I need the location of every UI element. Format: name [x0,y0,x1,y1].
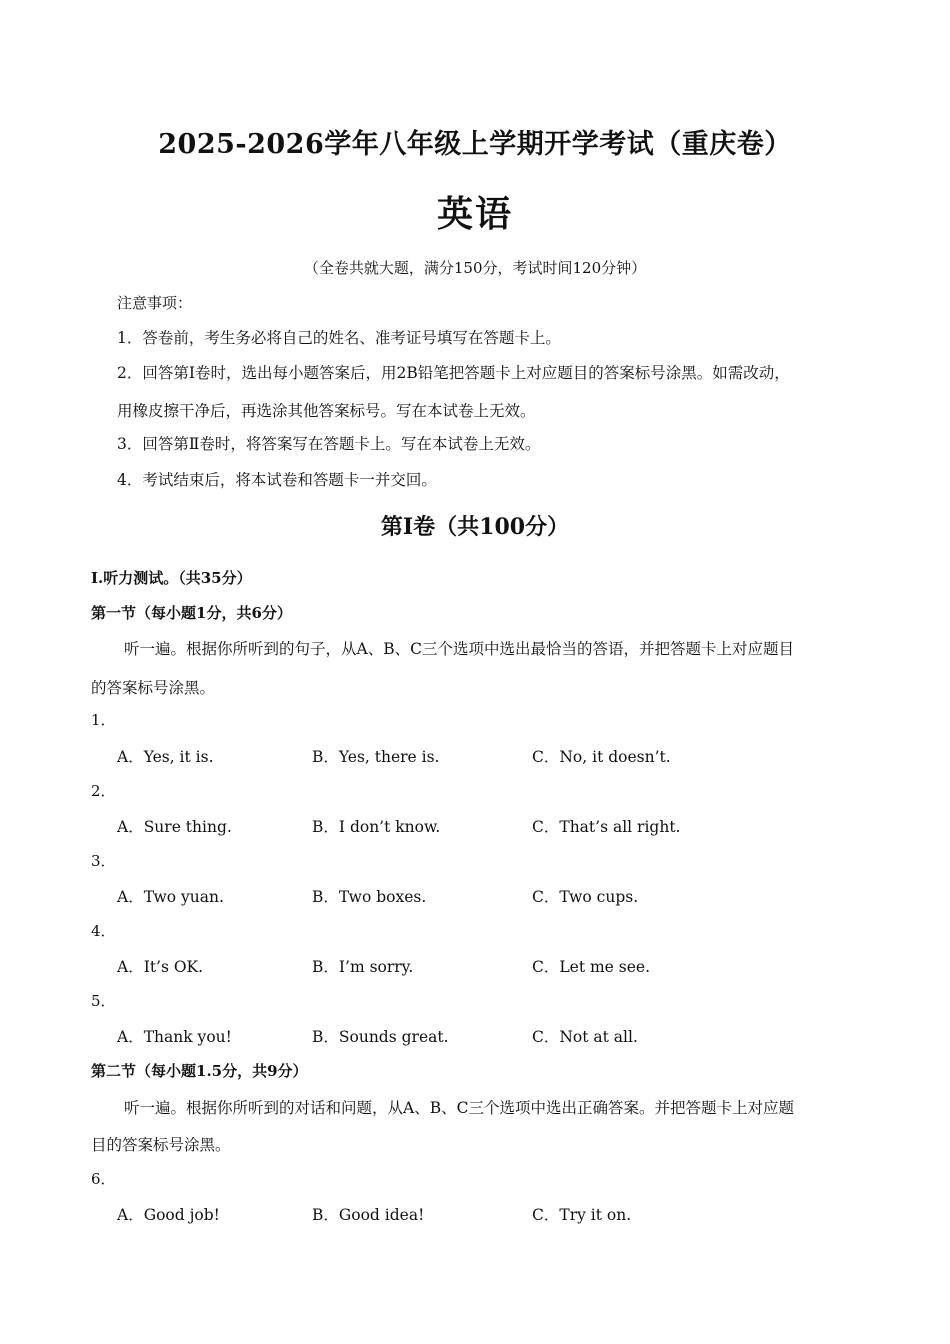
option-c: C．That’s all right. [532,818,681,836]
section-instruction: 听一遍。根据你所听到的对话和问题，从A、B、C三个选项中选出正确答案。并把答题卡上对应题 [124,1099,794,1117]
option-a: A．Thank you! [117,1028,232,1046]
option-b: B．Yes, there is. [312,748,440,766]
section-heading: 第一节（每小题1分，共6分） [91,604,292,622]
part-heading: I.听力测试。（共35分） [91,569,252,587]
note-item: 2．回答第Ⅰ卷时，选出每小题答案后，用2B铅笔把答题卡上对应题目的答案标号涂黑。如需改动， [117,364,790,382]
question-number: 5． [91,992,116,1010]
option-a: A．It’s OK. [117,958,204,976]
exam-info: （全卷共就大题，满分150分，考试时间120分钟） [303,259,647,277]
option-b: B．I don’t know. [312,818,441,836]
option-b: B．I’m sorry. [312,958,414,976]
option-a: A．Sure thing. [117,818,232,836]
note-item: 3．回答第Ⅱ卷时，将答案写在答题卡上。写在本试卷上无效。 [117,435,541,453]
exam-title: 2025-2026学年八年级上学期开学考试（重庆卷） [158,129,792,160]
section-instruction: 目的答案标号涂黑。 [91,1136,231,1154]
question-number: 2． [91,782,116,800]
option-c: C．Two cups. [532,888,639,906]
option-b: B．Two boxes. [312,888,427,906]
notes-heading: 注意事项： [117,294,193,312]
note-item: 4．考试结束后，将本试卷和答题卡一并交回。 [117,471,437,489]
option-b: B．Sounds great. [312,1028,449,1046]
section-heading: 第二节（每小题1.5分，共9分） [91,1062,308,1080]
option-b: B．Good idea! [312,1206,425,1224]
question-number: 4． [91,922,116,940]
section-instruction: 的答案标号涂黑。 [91,679,216,697]
subject-title: 英语 [436,193,513,235]
option-c: C．Let me see. [532,958,651,976]
option-a: A．Yes, it is. [117,748,214,766]
section-instruction: 听一遍。根据你所听到的句子，从A、B、C三个选项中选出最恰当的答语，并把答题卡上对应题目 [124,640,794,658]
note-item: 用橡皮擦干净后，再选涂其他答案标号。写在本试卷上无效。 [117,402,536,420]
note-item: 1．答卷前，考生务必将自己的姓名、准考证号填写在答题卡上。 [117,329,561,347]
question-number: 1． [91,711,116,729]
option-a: A．Good job! [117,1206,220,1224]
option-c: C．Not at all. [532,1028,638,1046]
option-c: C．No, it doesn’t. [532,748,671,766]
question-number: 3． [91,852,116,870]
question-number: 6． [91,1170,116,1188]
option-a: A．Two yuan. [117,888,224,906]
volume-title: 第I卷（共100分） [380,514,570,540]
option-c: C．Try it on. [532,1206,632,1224]
